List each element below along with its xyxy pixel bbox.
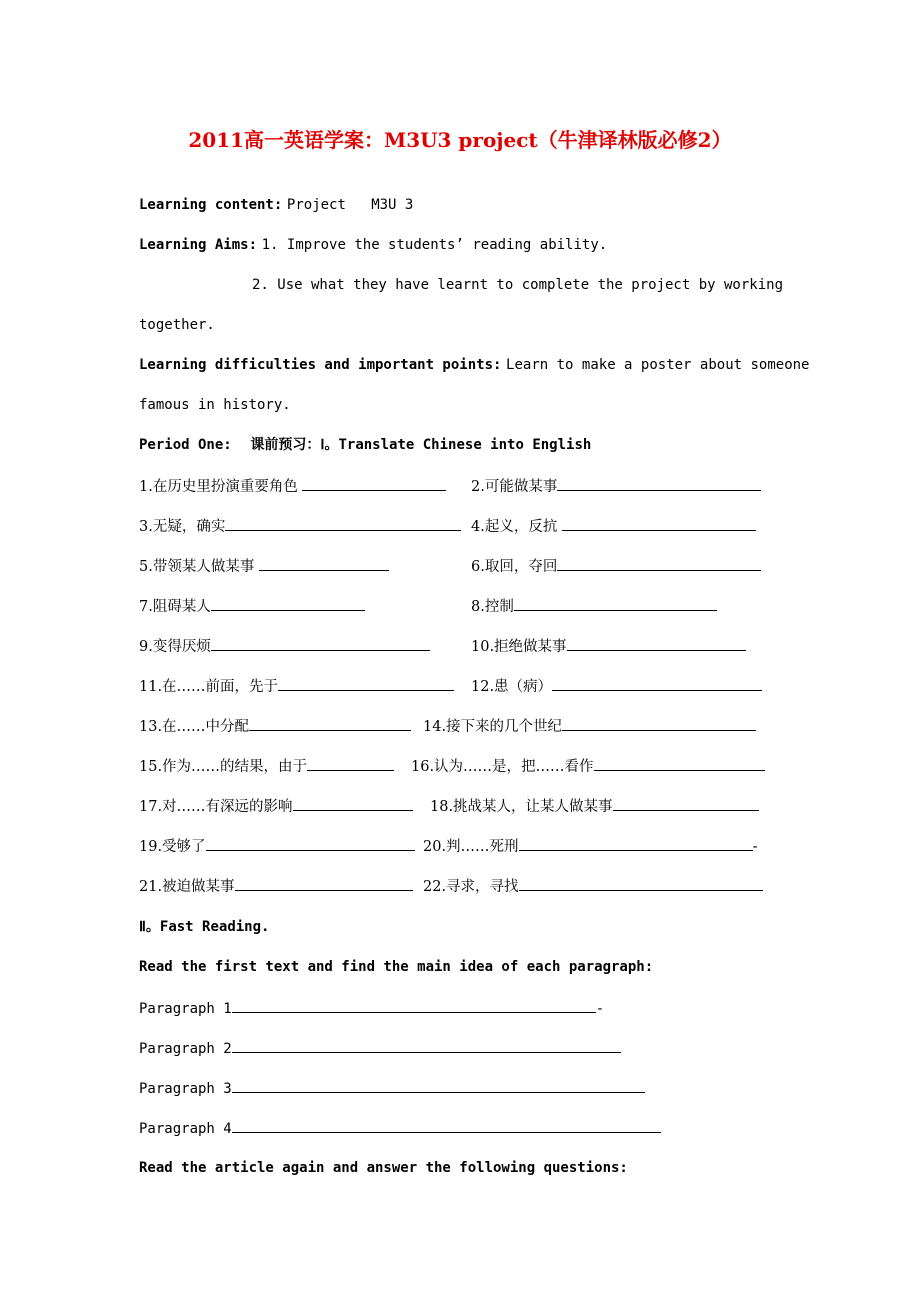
- learning-aims-label: Learning Aims:: [139, 237, 258, 253]
- translate-item-19: 19.受够了: [139, 836, 415, 857]
- translate-item-3: 3.无疑，确实: [139, 516, 461, 537]
- translate-item-1: 1.在历史里扮演重要角色: [139, 476, 446, 497]
- translate-item-5: 5.带领某人做某事: [139, 556, 389, 577]
- learning-content-label: Learning content:: [139, 197, 283, 213]
- translate-item-20: 20.判……死刑 -: [423, 836, 757, 857]
- aim-2: 2. Use what they have learnt to complete the project by working: [252, 277, 784, 293]
- aim-1: 1. Improve the students’ reading ability.: [261, 237, 608, 253]
- period-one-row: [139, 435, 591, 455]
- translate-item-8: 8.控制: [471, 596, 717, 617]
- difficulties-row: [139, 355, 809, 375]
- paragraph-2-row: Paragraph 2: [139, 1038, 621, 1059]
- translate-item-12: 12.患（病）: [471, 676, 762, 697]
- translate-item-2: 2.可能做某事: [471, 476, 761, 497]
- learning-content-value: Project M3U 3: [286, 197, 414, 213]
- preview-heading: 课前预习：Ⅰ。Translate Chinese into English: [250, 437, 592, 453]
- translate-item-13: 13.在……中分配: [139, 716, 411, 737]
- learning-aims-row: [139, 235, 607, 255]
- questions-instruction: Read the article again and answer the following questions:: [139, 1160, 628, 1176]
- paragraph-4-row: Paragraph 4: [139, 1118, 661, 1139]
- translate-item-9: 9.变得厌烦: [139, 636, 430, 657]
- translate-item-10: 10.拒绝做某事: [471, 636, 746, 657]
- translate-item-14: 14.接下来的几个世纪: [423, 716, 756, 737]
- paragraph-1-row: Paragraph 1 -: [139, 998, 604, 1019]
- translate-item-6: 6.取回，夺回: [471, 556, 761, 577]
- difficulties-value: Learn to make a poster about someone: [506, 357, 810, 373]
- translate-item-21: 21.被迫做某事: [139, 876, 413, 897]
- period-one-label: Period One:: [139, 437, 232, 453]
- translate-item-7: 7.阻碍某人: [139, 596, 365, 617]
- translate-item-17: 17.对……有深远的影响: [139, 796, 413, 817]
- learning-content-row: [139, 195, 413, 215]
- translate-item-18: 18.挑战某人，让某人做某事: [430, 796, 759, 817]
- paragraph-3-row: Paragraph 3: [139, 1078, 645, 1099]
- difficulties-continued: famous in history.: [139, 397, 291, 413]
- translate-item-15: 15.作为……的结果，由于: [139, 756, 394, 777]
- aim-2-continued: together.: [139, 317, 215, 333]
- fast-reading-instruction: Read the first text and find the main idea of each paragraph:: [139, 959, 654, 975]
- translate-item-11: 11.在……前面，先于: [139, 676, 454, 697]
- translate-item-22: 22.寻求，寻找: [423, 876, 763, 897]
- translate-item-4: 4.起义，反抗: [471, 516, 756, 537]
- page-title: 2011高一英语学案：M3U3 project（牛津译林版必修2）: [188, 128, 732, 152]
- difficulties-label: Learning difficulties and important points:: [139, 357, 502, 373]
- translate-item-16: 16.认为……是，把……看作: [411, 756, 765, 777]
- fast-reading-heading: Ⅱ。Fast Reading.: [139, 919, 270, 935]
